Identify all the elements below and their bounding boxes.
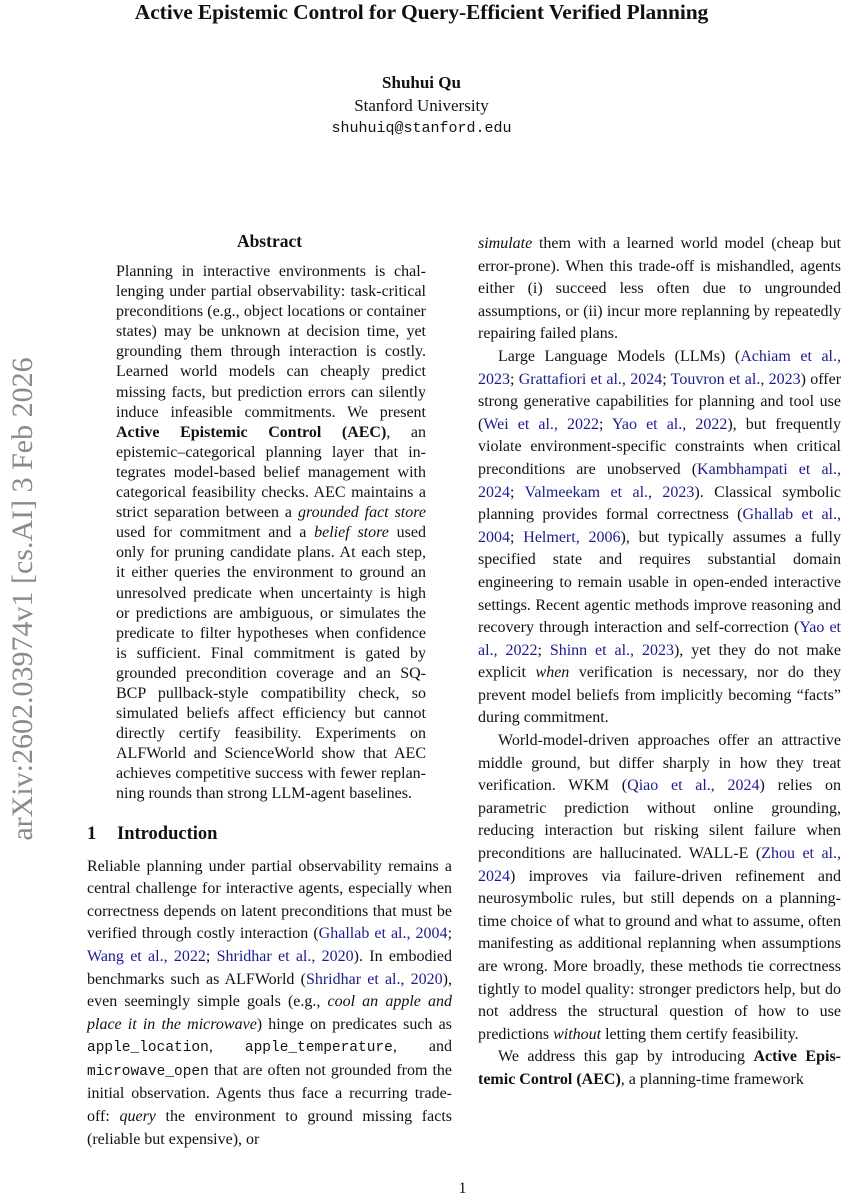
text: ; [662, 370, 671, 388]
text: the environment to ground missing facts (reliable but expensive), or [87, 1108, 452, 1148]
text: that are often not grounded from the initial observation. Agents thus face a recurring trade-off: [87, 1061, 452, 1126]
text: Large Language Models (LLMs) ( [498, 347, 741, 365]
intro-paragraph-4 [478, 1046, 841, 1091]
paper-title: Active Epistemic Control for Query-Efficient Verified Planning [134, 0, 709, 24]
text: ; [599, 415, 612, 433]
page-number: 1 [458, 1180, 467, 1197]
text: verification is necessary, nor do they prevent model beliefs from implicitly becoming “facts” during commitment. [478, 664, 842, 727]
left-column [87, 230, 452, 1151]
intro-paragraph-1-continued [478, 233, 841, 346]
text: World-model-driven approaches offer an attractive middle ground, but differ sharply in how they treat verification. WKM ( [478, 732, 841, 795]
abstract-text: used only for pruning candidate plans. At each step, it either queries the environment to ground an unresolved predicate when uncertainty is high or predictions are ambiguous, or simulates the predicate to filter hypotheses when confidence is sufficient. Final commitment is gated by grounded precondition coverage and an SQ-BCP pullback-style compatibility check, so simulated beliefs affect efficiency but cannot directly certify feasibility. Experiments on ALFWorld and ScienceWorld show that AEC achieves competitive success with fewer replanning rounds than strong LLM-agent baselines. [116, 524, 427, 803]
text: ), even seemingly simple goals (e.g., [87, 970, 452, 1011]
text: ; [205, 947, 217, 965]
predicate-code: apple_location [87, 1040, 209, 1057]
section-heading-introduction [87, 822, 452, 846]
emphasis: simulate [478, 235, 533, 252]
text: ) relies on parametric prediction without online grounding, reducing interaction but risking silent failure when preconditions are hallucinated. WALL-E ( [478, 777, 841, 863]
section-title: Introduction [117, 823, 218, 844]
text: We address this gap by introducing [498, 1048, 754, 1066]
abstract-text: Planning in interactive environments is challenging under partial observability: task-critical preconditions (e.g., object locations or container states) may be unknown at decision time, yet grounding them through interaction is costly. Learned world models can cheaply predict missing facts, but prediction errors can silently induce infeasible commitments. We present [116, 263, 426, 421]
citation-link[interactable]: Shridhar et al., 2020 [305, 970, 443, 988]
text: ). In embodied benchmarks such as ALFWorld ( [87, 947, 452, 988]
intro-paragraph-1 [87, 856, 452, 1152]
citation-link[interactable]: Kambhampati et al., 2024 [478, 460, 841, 501]
citation-link[interactable]: Yao et al., 2022 [478, 619, 842, 659]
text: ), but typically assumes a fully specified state and requires substantial domain engineering to remain usable in open-ended interactive settings. Recent agentic methods improve reasoning and recovery through interaction and self-correction ( [478, 528, 842, 637]
intro-paragraph-3 [478, 730, 841, 1046]
citation-link[interactable]: Shridhar et al., 2020 [216, 947, 354, 965]
text: ; [537, 641, 550, 659]
text: , and [392, 1038, 452, 1056]
text: them with a learned world model (cheap but error-prone). When this trade-off is mishandled, agents either (i) succeed less often due to ungrounded assumptions, or (ii) incur more replanning by repeatedly repairing failed plans. [478, 235, 841, 343]
text: ), but frequently violate environment-specific constraints when critical preconditions are unobserved ( [478, 415, 841, 478]
arxiv-identifier-stamp: arXiv:2602.03974v1 [cs.AI] 3 Feb 2026 [6, 357, 39, 841]
citation-link[interactable]: Helmert, 2006 [523, 528, 621, 546]
text: ), yet they do not make explicit [478, 641, 842, 682]
citation-link[interactable]: Grattafiori et al., 2024 [518, 370, 663, 388]
citation-link[interactable]: Zhou et al., 2024 [478, 845, 841, 885]
author-affiliation: Stanford University [354, 96, 489, 115]
predicate-code: apple_temperature [244, 1040, 393, 1057]
right-column [478, 233, 841, 1092]
example-goal: cool an apple and place it in the microwave [87, 993, 452, 1033]
text: ) offer strong generative capabilities for planning and tool use ( [478, 370, 842, 433]
abstract-heading: Abstract [236, 231, 303, 251]
citation-link[interactable]: Wei et al., 2022 [483, 415, 600, 433]
citation-link[interactable]: Achiam et al., 2023 [478, 347, 842, 388]
emphasis: when [535, 664, 570, 682]
author-block [0, 72, 843, 140]
author-name: Shuhui Qu [382, 73, 461, 92]
emphasis: query [119, 1108, 156, 1126]
text: ). Classical symbolic planning provides formal correctness ( [478, 483, 841, 524]
citation-link[interactable]: Touvron et al., 2023 [670, 370, 801, 388]
citation-link[interactable]: Ghallab et al., 2004 [478, 506, 841, 546]
citation-link[interactable]: Wang et al., 2022 [87, 947, 206, 965]
citation-link[interactable]: Qiao et al., 2024 [627, 777, 760, 795]
text: ; [510, 370, 519, 388]
text: ) improves via failure-driven refinement and neurosymbolic rules, but still depends on a planning-time choice of what to ground and what to assume, often manifesting as additional replanning when assumptions are wrong. More broadly, these methods tie correctness tightly to model quality: stronger predictors help, but do not address the structural question of how to use predictions [478, 867, 842, 1043]
abstract-text: used for commitment and a [116, 524, 315, 542]
text: ; [510, 528, 524, 546]
citation-link[interactable]: Yao et al., 2022 [611, 415, 728, 433]
text: Reliable planning under partial observability remains a central challenge for interactive agents, especially when correctness depends on latent preconditions that must be verified through costly interaction ( [87, 857, 452, 943]
author-email[interactable]: shuhuiq@stanford.edu [331, 120, 512, 137]
citation-link[interactable]: Valmeekam et al., 2023 [524, 483, 695, 501]
abstract-term-belief-store: belief store [314, 524, 389, 542]
method-name: Active Epistemic Control (AEC) [478, 1048, 841, 1088]
text: letting them certify feasibility. [601, 1025, 799, 1043]
section-number: 1 [87, 823, 97, 844]
abstract-body [116, 262, 426, 805]
citation-link[interactable]: Shinn et al., 2023 [549, 641, 674, 659]
emphasis: without [553, 1025, 602, 1043]
abstract-method-name: Active Epistemic Control (AEC) [116, 423, 387, 441]
abstract-term-grounded-fact-store: grounded fact store [297, 504, 426, 522]
text: , a planning-time framework [620, 1070, 804, 1088]
text: ; [447, 925, 453, 943]
predicate-code: microwave_open [87, 1063, 209, 1080]
text: ; [510, 483, 525, 501]
text: , [208, 1038, 245, 1056]
text: ) hinge on predicates such as [256, 1015, 452, 1033]
abstract-text: , an epistemic–categorical planning layer that integrates model-based belief management with categorical feasibility checks. AEC maintains a strict separation between a [116, 423, 426, 522]
citation-link[interactable]: Ghallab et al., 2004 [318, 925, 448, 943]
intro-paragraph-2 [478, 346, 841, 730]
